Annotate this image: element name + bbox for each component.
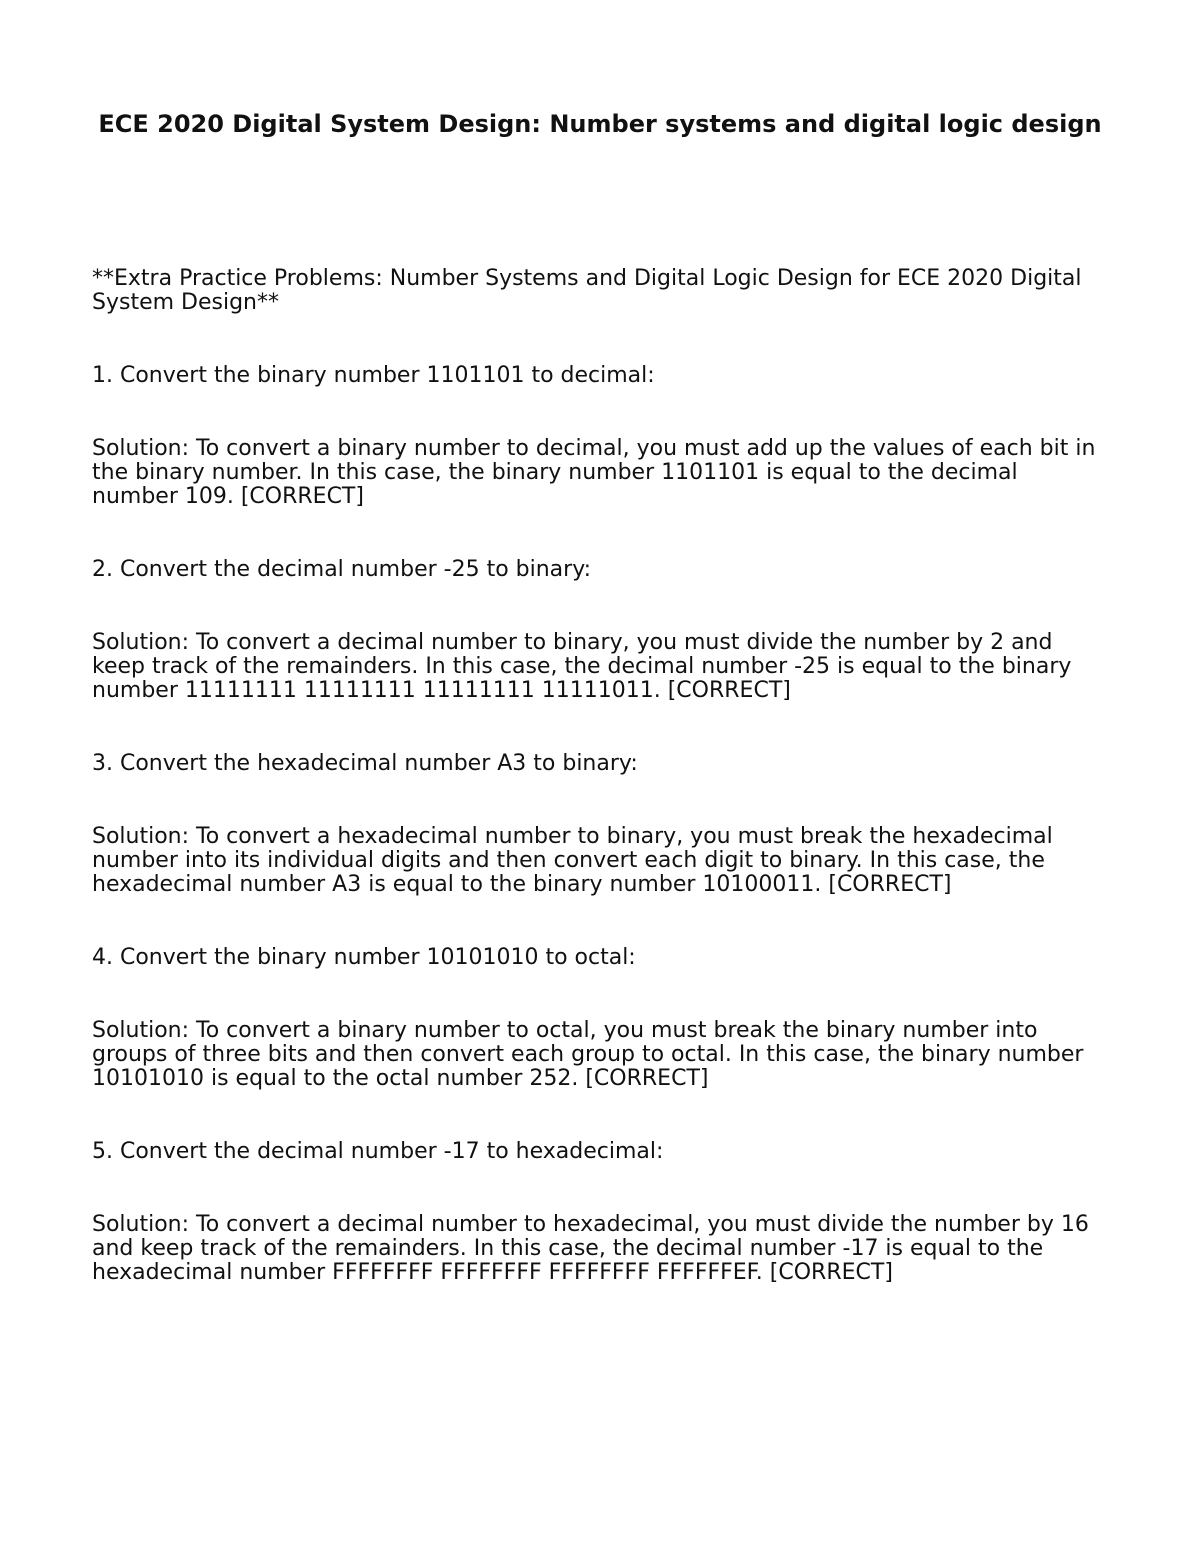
intro-paragraph: **Extra Practice Problems: Number Systems and Digital Logic Design for ECE 2020 Digital System Design** — [92, 266, 1082, 315]
problem-5-question: 5. Convert the decimal number -17 to hexadecimal: — [92, 1139, 664, 1164]
problem-4-question: 4. Convert the binary number 10101010 to octal: — [92, 945, 636, 970]
document-body — [92, 267, 1102, 1334]
problem-4-solution: Solution: To convert a binary number to octal, you must break the binary number into groups of three bits and then convert each group to octal. In this case, the binary number 10101010 is equal to the octal number 252. [CORRECT] — [92, 1018, 1084, 1091]
problem-1-solution: Solution: To convert a binary number to decimal, you must add up the values of each bit in the binary number. In this case, the binary number 1101101 is equal to the decimal number 109. [CORRECT] — [92, 436, 1096, 509]
problem-5-solution: Solution: To convert a decimal number to hexadecimal, you must divide the number by 16 and keep track of the remainders. In this case, the decimal number -17 is equal to the hexadecimal number FFFFFFFF FFFFFFFF FFFFFFFF FFFFFFEF. [CORRECT] — [92, 1212, 1089, 1285]
problem-3-question: 3. Convert the hexadecimal number A3 to binary: — [92, 751, 638, 776]
problem-2-question: 2. Convert the decimal number -25 to binary: — [92, 557, 592, 582]
problem-3-solution: Solution: To convert a hexadecimal number to binary, you must break the hexadecimal number into its individual digits and then convert each digit to binary. In this case, the hexadecimal number A3 is equal to the binary number 10100011. [CORRECT] — [92, 824, 1053, 897]
problem-1-question: 1. Convert the binary number 1101101 to decimal: — [92, 363, 655, 388]
problem-2-solution: Solution: To convert a decimal number to binary, you must divide the number by 2 and keep track of the remainders. In this case, the decimal number -25 is equal to the binary number 11111111 11111111 11111111 11111011. [CORRECT] — [92, 630, 1072, 703]
page-title: ECE 2020 Digital System Design: Number systems and digital logic design — [98, 110, 1102, 139]
